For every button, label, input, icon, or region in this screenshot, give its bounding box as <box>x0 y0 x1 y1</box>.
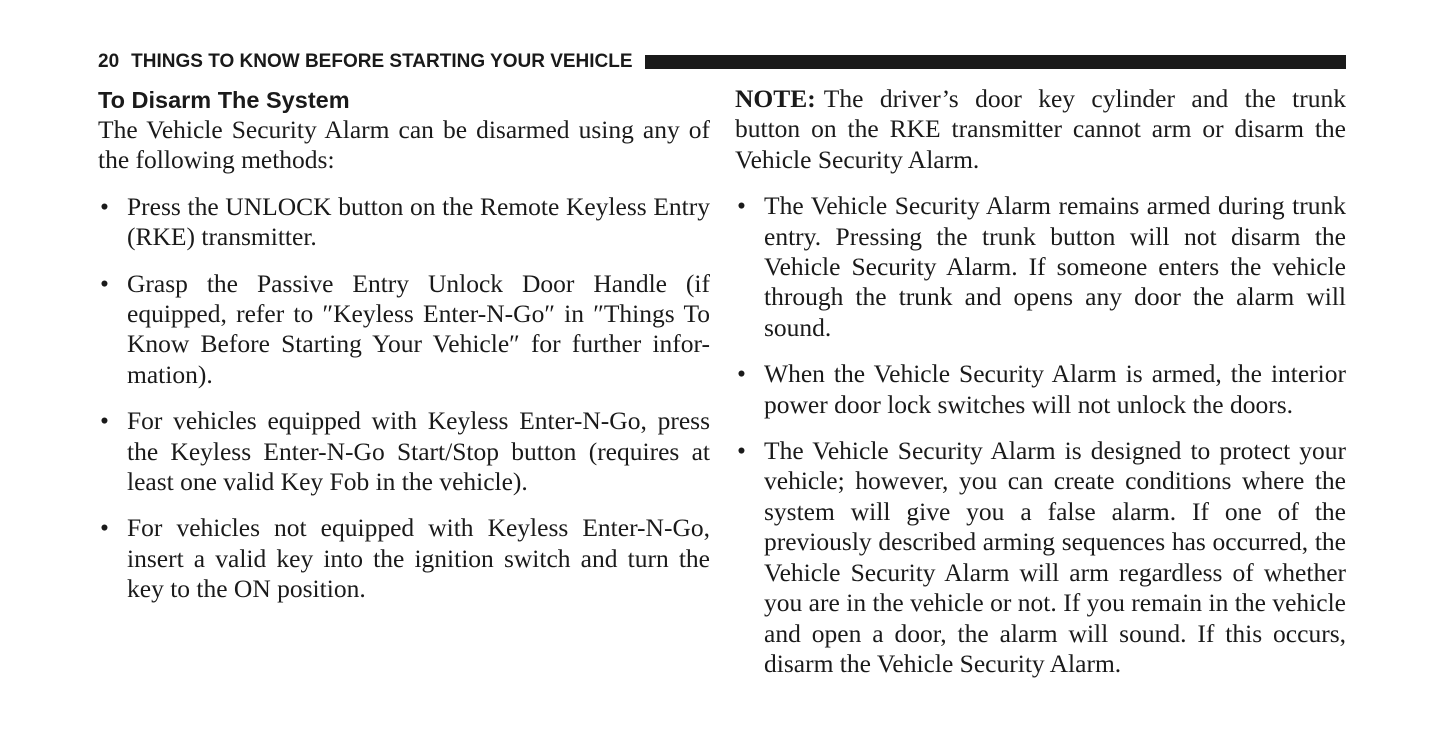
bullet-icon: • <box>100 191 109 221</box>
left-column <box>98 84 710 621</box>
page-header <box>98 50 1346 74</box>
section-heading: To Disarm The System <box>98 87 350 113</box>
alarm-info-list <box>735 191 1346 679</box>
bullet-icon: • <box>100 513 109 543</box>
note-label: NOTE: <box>735 84 816 113</box>
list-item-text: Grasp the Passive Entry Unlock Door Handle (if equipped, refer to ″Keyless Enter-N-Go″ in ″Things To Know Before Starting Your Vehicle″ for further infor-mation). <box>127 268 710 389</box>
list-item <box>735 359 1346 420</box>
list-item-text: For vehicles equipped with Keyless Enter-N-Go, press the Keyless Enter-N-Go Start/Stop button (requires at least one valid Key Fob in the vehicle). <box>127 406 710 497</box>
note-text: The driver’s door key cylinder and the trunk button on the RKE transmitter cannot arm or disarm the Vehicle Security Alarm. <box>735 84 1346 174</box>
bullet-icon: • <box>737 191 746 221</box>
list-item <box>98 513 710 604</box>
list-item <box>98 406 710 497</box>
list-item-text: For vehicles not equipped with Keyless Enter-N-Go, insert a valid key into the ignition switch and turn the key to the ON position. <box>127 513 710 604</box>
list-item <box>735 436 1346 679</box>
bullet-icon: • <box>737 436 746 466</box>
list-item <box>98 192 710 253</box>
bullet-icon: • <box>737 359 746 389</box>
right-column <box>735 84 1346 695</box>
list-item <box>735 191 1346 343</box>
list-item-text: When the Vehicle Security Alarm is armed, the interior power door lock switches will not unlock the doors. <box>764 359 1346 419</box>
disarm-methods-list <box>98 192 710 605</box>
note-paragraph <box>735 84 1346 175</box>
chapter-title: THINGS TO KNOW BEFORE STARTING YOUR VEHICLE <box>131 51 633 72</box>
bullet-icon: • <box>100 268 109 298</box>
list-item-text: The Vehicle Security Alarm is designed to protect your vehicle; however, you can create conditions where the system will give you a false alarm. If one of the previously described arming sequences has occurred, the Vehicle Security Alarm will arm regardless of whether you are in the vehicle or not. If you remain in the vehicle and open a door, the alarm will sound. If this occurs, disarm the Vehicle Security Alarm. <box>764 436 1346 678</box>
list-item-text: The Vehicle Security Alarm remains armed during trunk entry. Pressing the trunk button will not disarm the Vehicle Security Alarm. If someone enters the vehicle through the trunk and opens any door the alarm will sound. <box>764 191 1346 342</box>
list-item-text: Press the UNLOCK button on the Remote Keyless Entry (RKE) transmitter. <box>127 191 710 252</box>
intro-paragraph: The Vehicle Security Alarm can be disarmed using any of the following methods: <box>98 115 710 175</box>
list-item <box>98 269 710 391</box>
bullet-icon: • <box>100 406 109 436</box>
header-rule <box>645 55 1346 69</box>
page-number: 20 <box>98 51 120 72</box>
